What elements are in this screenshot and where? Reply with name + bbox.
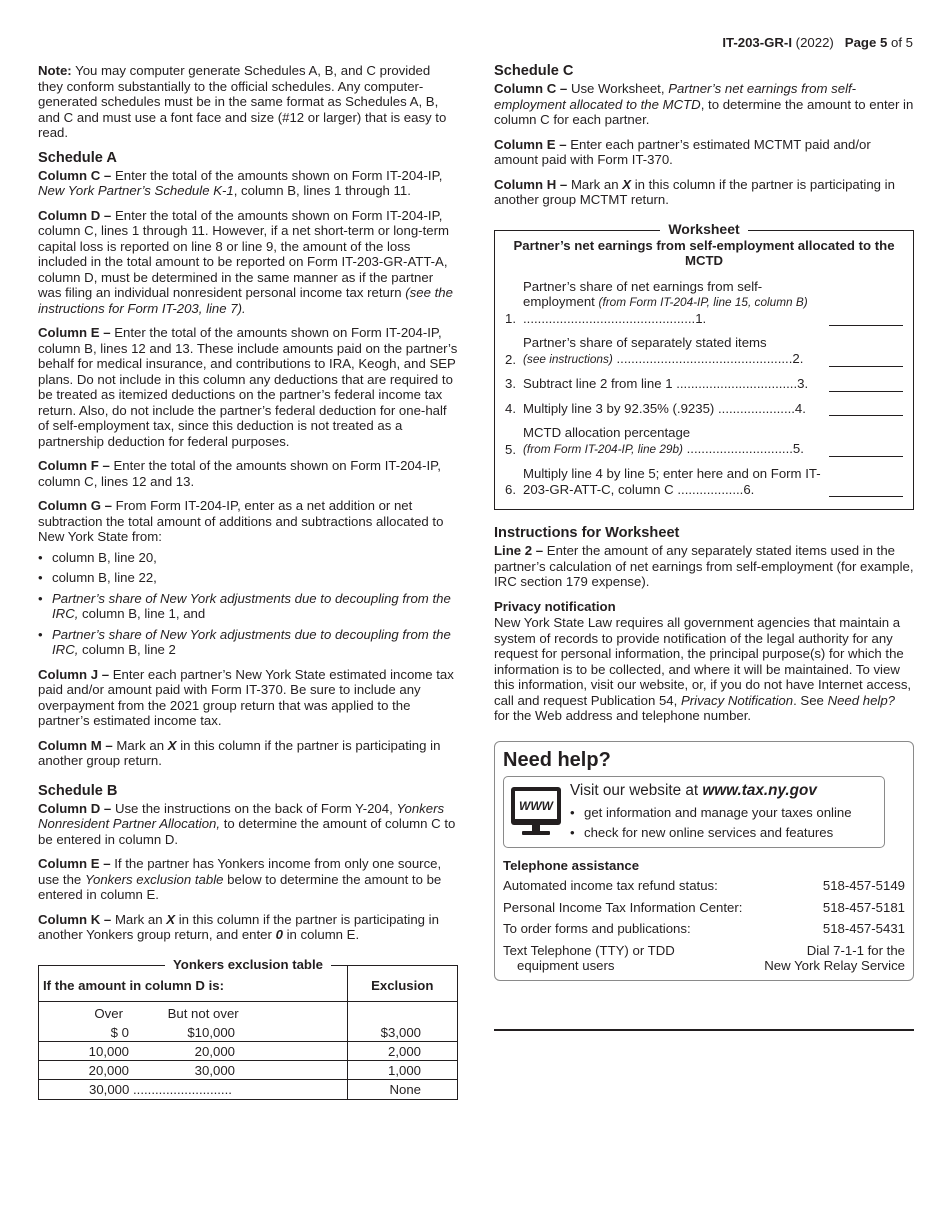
list-item bbox=[570, 825, 852, 841]
column-italic: Yonkers exclusion table bbox=[84, 871, 224, 887]
column-text: Use Worksheet, bbox=[570, 81, 665, 96]
column-text: Enter the total of the amounts shown on Form IT-204-IP, bbox=[114, 167, 443, 183]
column-text: Use the instructions on the back of Form Y-204, bbox=[114, 800, 393, 816]
mark-x: X bbox=[622, 176, 632, 192]
table-row bbox=[39, 1080, 457, 1099]
phone-label: Personal Income Tax Information Center: bbox=[503, 899, 743, 915]
line-leader: .....................4. bbox=[714, 400, 806, 416]
column-header: If the amount in column D is: bbox=[39, 966, 347, 1002]
amount-field[interactable] bbox=[829, 353, 903, 367]
table-row bbox=[39, 1061, 457, 1080]
amount-field[interactable] bbox=[829, 312, 903, 326]
column-text: Enter each partner’s New York State estimated income tax paid and/or amount paid with Form IT-370. Be sure to include any overpayment from the 2021 group return that was applied to the partner’s estimated income tax. bbox=[38, 666, 454, 728]
privacy-italic: Need help? bbox=[827, 692, 896, 708]
list-item bbox=[570, 805, 852, 821]
line-leader: .............................5. bbox=[682, 440, 804, 456]
worksheet-line-1 bbox=[505, 279, 903, 327]
column-text: Enter the total of the amounts shown on Form IT-204-IP, column C, lines 12 and 13. bbox=[38, 458, 441, 489]
phone-label: To order forms and publications: bbox=[503, 921, 691, 936]
cell-over: 20,000 bbox=[88, 1062, 129, 1078]
column-text: to determine the amount of column C to be entered in column D. bbox=[38, 816, 456, 847]
zero-value: 0 bbox=[275, 927, 283, 942]
line-leader: ...............................................1. bbox=[523, 310, 707, 326]
column-label: Column D – bbox=[38, 207, 112, 223]
line-text: MCTD allocation percentage bbox=[523, 425, 691, 440]
privacy-italic: Privacy Notification bbox=[680, 692, 794, 708]
line-number: 6. bbox=[505, 481, 516, 497]
tty-label bbox=[503, 943, 685, 974]
cell-exclusion: None bbox=[347, 1080, 457, 1099]
computer-monitor-icon bbox=[510, 786, 562, 836]
column-italic: Partner’s net earnings from self-employment allocated to the MCTD bbox=[494, 81, 857, 112]
phone-number: 518-457-5181 bbox=[822, 899, 905, 915]
list-item-text: column B, line 2 bbox=[78, 642, 176, 657]
line-leader: ..................6. bbox=[673, 481, 755, 497]
phone-row bbox=[503, 900, 905, 916]
line-text: Subtract line 2 from line 1 bbox=[523, 376, 673, 391]
worksheet-line-4 bbox=[505, 401, 903, 417]
need-help-title: Need help? bbox=[503, 748, 611, 771]
line-text: Partner’s share of separately stated items bbox=[523, 335, 767, 350]
subheader-over: Over bbox=[94, 1006, 123, 1021]
phone-row bbox=[503, 878, 905, 894]
column-g-list bbox=[38, 550, 458, 658]
phone-number: 518-457-5149 bbox=[822, 878, 905, 893]
page-header bbox=[722, 35, 913, 51]
column-label: Column G – bbox=[38, 498, 112, 513]
column-label: Column F – bbox=[38, 458, 110, 473]
amount-field[interactable] bbox=[829, 443, 903, 457]
left-column bbox=[38, 63, 458, 1100]
line-number: 3. bbox=[505, 376, 516, 391]
column-text: in this column if the partner is participating in another Yonkers group return, and enter bbox=[38, 911, 439, 942]
table-title: Yonkers exclusion table bbox=[165, 957, 331, 972]
schedule-a-column-c bbox=[38, 168, 458, 199]
column-italic: New York Partner’s Schedule K-1 bbox=[38, 183, 234, 198]
line-text: Multiply line 4 by line 5; enter here and on Form IT-203-GR-ATT-C, column C bbox=[523, 466, 821, 497]
list-item bbox=[38, 570, 458, 586]
phone-number: 518-457-5431 bbox=[822, 921, 905, 936]
privacy-title: Privacy notification bbox=[494, 598, 616, 614]
worksheet-title: Worksheet bbox=[660, 221, 747, 237]
table-row bbox=[39, 1023, 457, 1042]
footer-rule bbox=[494, 1029, 914, 1031]
line-text: Partner’s share of net earnings from self-employment bbox=[523, 278, 763, 309]
schedule-a-column-e bbox=[38, 325, 458, 449]
line-number: 1. bbox=[505, 310, 516, 326]
schedule-a-column-m bbox=[38, 738, 458, 769]
line-leader: ................................................2. bbox=[612, 350, 804, 366]
subheader-but-not-over: But not over bbox=[167, 1006, 239, 1021]
column-label: Column C – bbox=[38, 167, 112, 183]
note-paragraph bbox=[38, 63, 458, 141]
column-text: , to determine the amount to enter in column C for each partner. bbox=[494, 96, 914, 127]
mark-x: X bbox=[166, 911, 176, 927]
line-note: (from Form IT-204-IP, line 29b) bbox=[523, 441, 683, 456]
cell-over: 30,000 ........................... bbox=[89, 1082, 232, 1097]
column-label: Column J – bbox=[38, 666, 110, 682]
icon-text: WWW bbox=[519, 798, 553, 813]
privacy-text bbox=[494, 615, 914, 724]
amount-field[interactable] bbox=[829, 378, 903, 392]
tty-value-line: Dial 7-1-1 for the bbox=[806, 942, 905, 958]
column-text: below to determine the amount to be entered in column E. bbox=[38, 871, 442, 902]
schedule-b-column-k bbox=[38, 912, 458, 943]
privacy-body: for the Web address and telephone number. bbox=[494, 708, 752, 723]
column-label: Column E – bbox=[38, 325, 111, 340]
amount-field[interactable] bbox=[829, 483, 903, 497]
form-id: IT-203-GR-I bbox=[722, 35, 792, 50]
cell-but-not-over: 20,000 bbox=[194, 1043, 235, 1059]
schedule-c-column-c bbox=[494, 81, 914, 128]
cell-exclusion: 2,000 bbox=[347, 1042, 457, 1061]
schedule-b-title: Schedule B bbox=[38, 782, 118, 799]
telephone-title: Telephone assistance bbox=[503, 857, 640, 873]
right-column bbox=[494, 63, 914, 981]
column-text: , column B, lines 1 through 11. bbox=[233, 183, 411, 198]
tty-label-line: equipment users bbox=[517, 958, 615, 973]
schedule-a-title: Schedule A bbox=[38, 149, 117, 166]
schedule-b-column-e bbox=[38, 856, 458, 903]
mark-x: X bbox=[167, 737, 177, 753]
tty-value bbox=[764, 943, 905, 974]
schedule-c-title: Schedule C bbox=[494, 63, 574, 79]
instructions-line-2 bbox=[494, 543, 914, 590]
schedule-a-column-g bbox=[38, 498, 458, 545]
phone-label: Automated income tax refund status: bbox=[503, 878, 718, 893]
website-link[interactable]: www.tax.ny.gov bbox=[702, 781, 817, 799]
need-help-box bbox=[494, 741, 914, 981]
column-label: Column K – bbox=[38, 911, 112, 927]
column-text: If the partner has Yonkers income from only one source, use the bbox=[38, 856, 442, 887]
column-italic: (see the instructions for Form IT-203, line 7). bbox=[38, 285, 453, 316]
schedule-a-column-d bbox=[38, 208, 458, 317]
column-text: Enter each partner’s estimated MCTMT paid and/or amount paid with Form IT-370. bbox=[494, 136, 871, 167]
worksheet bbox=[494, 220, 914, 511]
column-text: From Form IT-204-IP, enter as a net addition or net subtraction the total amount of additions and subtractions allocated to New York State from: bbox=[38, 498, 444, 544]
column-text: in this column if the partner is participating in another group MCTMT return. bbox=[494, 176, 895, 207]
line-leader: .................................3. bbox=[672, 376, 809, 391]
column-label: Column D – bbox=[38, 800, 112, 816]
list-item-text: column B, line 1, and bbox=[78, 606, 206, 621]
worksheet-line-6 bbox=[505, 466, 903, 497]
column-text: Mark an bbox=[116, 737, 165, 753]
line-number: 4. bbox=[505, 400, 516, 416]
line-number: 5. bbox=[505, 441, 516, 457]
schedule-a-column-j bbox=[38, 667, 458, 729]
line-label: Line 2 – bbox=[494, 543, 544, 558]
column-text: Enter the total of the amounts shown on Form IT-204-IP, column C, lines 1 through 11. However, if a net short-term or long-term capital loss is reported on line 8 or line 9, the amount of the loss included in the total amount to be reported on Form IT-203-GR-ATT-A, column D, must be determined in the same manner as if the partner was filing an individual nonresident personal income tax return bbox=[38, 207, 449, 300]
cell-but-not-over: $10,000 bbox=[187, 1024, 235, 1040]
list-item bbox=[38, 550, 458, 566]
schedule-a-column-f bbox=[38, 458, 458, 489]
visit-line bbox=[570, 781, 852, 800]
note-text: You may computer generate Schedules A, B, and C provided they conform substantially to the official schedules. Any computer-generated schedules must be in the same format as Schedules A, B, and C and must use a font face and size (#12 or larger) that is easy to read. bbox=[38, 63, 447, 140]
telephone-assistance bbox=[503, 858, 905, 974]
schedule-c-column-e bbox=[494, 137, 914, 168]
privacy-body: . See bbox=[793, 692, 824, 708]
column-label: Column H – bbox=[494, 176, 568, 192]
form-year: (2022) bbox=[795, 35, 834, 50]
column-text: Mark an bbox=[570, 176, 619, 192]
column-text: in this column if the partner is participating in another group return. bbox=[38, 737, 441, 768]
column-label: Column M – bbox=[38, 737, 113, 753]
tty-value-line: New York Relay Service bbox=[764, 958, 905, 973]
tty-label-line: Text Telephone (TTY) or TDD bbox=[503, 942, 675, 958]
worksheet-line-2 bbox=[505, 335, 903, 367]
column-text: Enter the total of the amounts shown on Form IT-204-IP, column B, lines 12 and 13. These include amounts paid on the partner’s behalf for medical insurance, and contributions to IRA, Keogh, and SEP plans. Do not include in this column any deductions that are required to be treated as itemized deductions on the partner’s federal income tax return. Also, do not include the partner’s federal deduction for one-half of self-employment tax, since this deduction is not treated as a partnership deduction for federal purposes. bbox=[38, 325, 458, 449]
yonkers-exclusion-table bbox=[38, 956, 458, 1100]
tty-row bbox=[503, 943, 905, 974]
schedule-b-column-d bbox=[38, 801, 458, 848]
column-label: Column E – bbox=[494, 136, 567, 152]
worksheet-line-3 bbox=[505, 376, 903, 392]
instructions-title: Instructions for Worksheet bbox=[494, 525, 680, 541]
note-label: Note: bbox=[38, 63, 72, 78]
list-item-text: column B, line 20, bbox=[52, 549, 157, 565]
list-item-text: get information and manage your taxes online bbox=[584, 804, 852, 820]
cell-but-not-over: 30,000 bbox=[194, 1062, 235, 1078]
cell-exclusion: 1,000 bbox=[347, 1061, 457, 1080]
website-box bbox=[503, 776, 885, 848]
column-label: Column C – bbox=[494, 81, 568, 96]
column-italic: Yonkers Nonresident Partner Allocation, bbox=[38, 800, 445, 831]
line-text: Enter the amount of any separately stated items used in the partner’s calculation of net earnings from self-employment (for example, IRC section 179 expense). bbox=[494, 543, 914, 589]
table-row bbox=[39, 1042, 457, 1061]
page-of: of 5 bbox=[891, 35, 913, 50]
worksheet-subtitle: Partner’s net earnings from self-employment allocated to the MCTD bbox=[513, 237, 895, 268]
column-header: Exclusion bbox=[347, 966, 457, 1002]
list-item-italic: Partner’s share of New York adjustments due to decoupling from the IRC, bbox=[52, 590, 451, 621]
visit-text: Visit our website at bbox=[570, 781, 699, 799]
amount-field[interactable] bbox=[829, 402, 903, 416]
cell-over: $ 0 bbox=[110, 1024, 129, 1040]
page-number: Page 5 bbox=[844, 35, 888, 50]
list-item bbox=[38, 591, 458, 622]
column-label: Column E – bbox=[38, 856, 111, 871]
column-text: Mark an bbox=[114, 911, 163, 927]
line-text: Multiply line 3 by 92.35% (.9235) bbox=[523, 400, 715, 416]
line-number: 2. bbox=[505, 351, 516, 367]
worksheet-line-5 bbox=[505, 425, 903, 457]
list-item-text: check for new online services and features bbox=[584, 825, 834, 840]
list-item-italic: Partner’s share of New York adjustments due to decoupling from the IRC, bbox=[52, 626, 451, 657]
phone-row bbox=[503, 921, 905, 937]
schedule-c-column-h bbox=[494, 177, 914, 208]
cell-exclusion: $3,000 bbox=[347, 1023, 457, 1042]
privacy-body: New York State Law requires all government agencies that maintain a system of records to provide notification of the legal authority for any request for personal information, the principal purpose(s) for which the information is to be collected, and where it will be maintained. To view this information, visit our website, or, if you do not have Internet access, call and request Publication 54, bbox=[494, 615, 912, 708]
list-item-text: column B, line 22, bbox=[52, 570, 157, 585]
line-note: (see instructions) bbox=[523, 351, 613, 366]
cell-over: 10,000 bbox=[88, 1043, 129, 1059]
list-item bbox=[38, 627, 458, 658]
line-note: (from Form IT-204-IP, line 15, column B) bbox=[598, 295, 808, 309]
column-text: in column E. bbox=[286, 927, 360, 942]
